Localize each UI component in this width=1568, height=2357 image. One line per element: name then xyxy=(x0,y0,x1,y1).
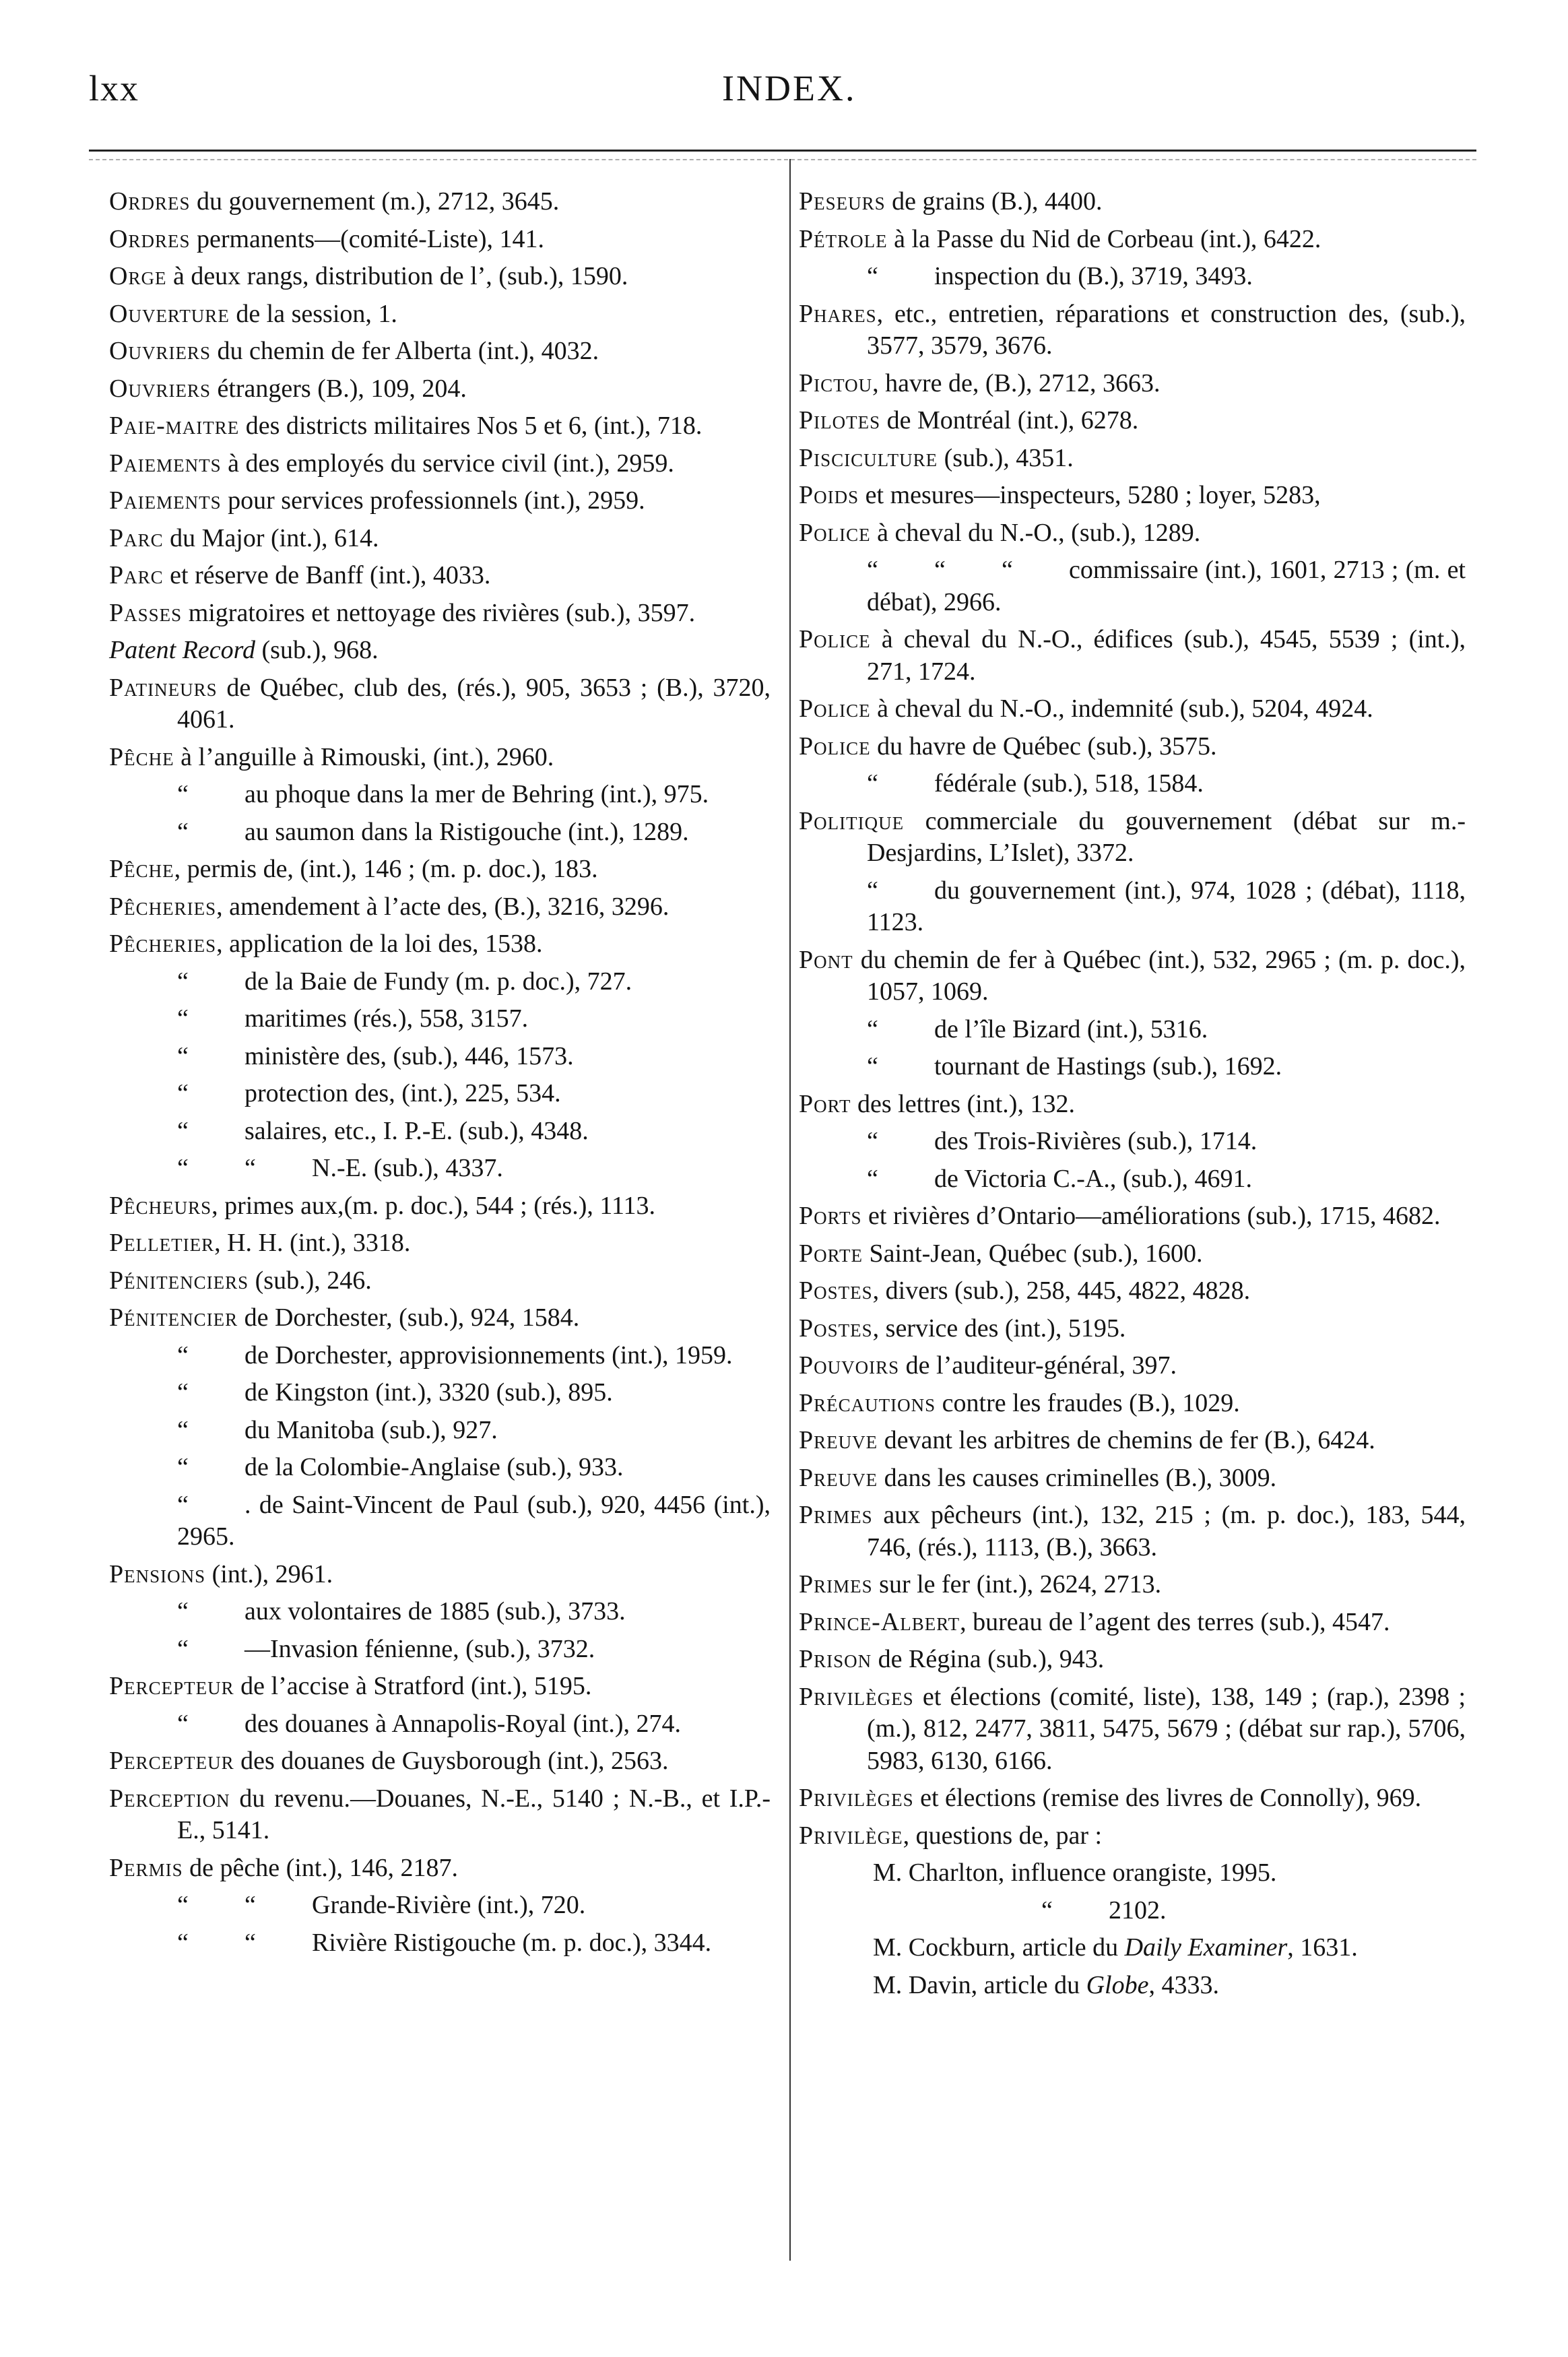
index-entry xyxy=(799,186,1466,218)
index-entry xyxy=(799,1607,1466,1639)
ditto-mark: “ xyxy=(177,967,189,996)
entry-text: migratoires et nettoyage des rivières (sub.), 3597. xyxy=(182,598,696,627)
index-entry xyxy=(109,853,771,886)
entry-text: de la Baie de Fundy (m. p. doc.), 727. xyxy=(244,967,632,996)
ditto-mark: “ xyxy=(177,1597,189,1625)
ditto-mark: “ xyxy=(1002,556,1013,584)
entry-text: à l’anguille à Rimouski, (int.), 2960. xyxy=(174,742,554,771)
index-entry xyxy=(109,1265,771,1297)
entry-text: Rivière Ristigouche (m. p. doc.), 3344. xyxy=(312,1928,712,1957)
index-entry xyxy=(109,1489,771,1553)
entry-text: des Trois-Rivières (sub.), 1714. xyxy=(934,1127,1257,1155)
entry-heading: Parc xyxy=(109,561,164,589)
index-entry xyxy=(109,1340,771,1372)
index-entry xyxy=(799,1200,1466,1233)
index-entry xyxy=(109,1852,771,1885)
index-entry xyxy=(109,1559,771,1591)
entry-heading: Preuve xyxy=(799,1426,878,1454)
ditto-mark: “ xyxy=(867,1164,878,1193)
entry-text: et rivières d’Ontario—améliorations (sub.), 1715, 4682. xyxy=(861,1202,1441,1230)
ditto-mark: “ xyxy=(177,1928,189,1957)
index-entry xyxy=(109,1078,771,1110)
entry-text: des districts militaires Nos 5 et 6, (int.), 718. xyxy=(239,412,703,440)
ditto-mark: “ xyxy=(867,769,878,798)
entry-heading: Ordres xyxy=(109,224,191,253)
index-entry xyxy=(799,1275,1466,1307)
entry-text: , permis de, (int.), 146 ; (m. p. doc.), 183. xyxy=(174,855,598,883)
entry-heading: Prison xyxy=(799,1645,872,1673)
ditto-mark: “ xyxy=(177,1709,189,1738)
entry-heading: Pêcheries xyxy=(109,892,217,921)
entry-text: de Québec, club des, (rés.), 905, 3653 ; (B.), 3720, 4061. xyxy=(177,673,771,734)
index-entry xyxy=(799,443,1466,475)
entry-text: —Invasion fénienne, (sub.), 3732. xyxy=(244,1634,595,1663)
entry-text: permanents—(comité-Liste), 141. xyxy=(190,224,544,253)
entry-text: , H. H. (int.), 3318. xyxy=(214,1229,411,1257)
index-entry xyxy=(799,875,1466,939)
index-entry xyxy=(109,1003,771,1035)
entry-text: M. Davin, article du xyxy=(873,1970,1086,1999)
entry-text: à deux rangs, distribution de l’, (sub.), 1590. xyxy=(166,262,628,290)
entry-heading: Pilotes xyxy=(799,406,881,434)
entry-heading: Pêche xyxy=(109,855,174,883)
ditto-mark: “ xyxy=(244,1928,256,1957)
entry-text: Saint-Jean, Québec (sub.), 1600. xyxy=(863,1239,1203,1268)
entry-heading: Pêcheries xyxy=(109,930,217,958)
index-entry xyxy=(799,1970,1466,2002)
entry-text: de l’accise à Stratford (int.), 5195. xyxy=(234,1672,592,1700)
index-entry xyxy=(799,480,1466,512)
entry-heading: Pénitenciers xyxy=(109,1266,249,1295)
index-entry xyxy=(799,1163,1466,1196)
ditto-mark: “ xyxy=(177,1116,189,1145)
index-entry xyxy=(109,1116,771,1148)
index-entry xyxy=(799,1857,1466,1890)
index-entry xyxy=(109,635,771,667)
entry-text: du havre de Québec (sub.), 3575. xyxy=(870,732,1217,761)
entry-text: commissaire (int.), 1601, 2713 ; (m. et débat), 2966. xyxy=(867,556,1466,616)
index-entry xyxy=(109,1377,771,1409)
index-entry xyxy=(109,966,771,998)
entry-heading: Postes xyxy=(799,1277,873,1305)
index-entry xyxy=(109,1745,771,1778)
entry-text: de la session, 1. xyxy=(229,299,397,328)
entry-heading: Paiements xyxy=(109,486,222,515)
index-entry xyxy=(799,1782,1466,1815)
index-entry xyxy=(109,1452,771,1484)
index-entry xyxy=(799,368,1466,400)
page-header xyxy=(89,67,1476,128)
entry-text: à des employés du service civil (int.), 2959. xyxy=(221,449,674,478)
index-entry xyxy=(799,1895,1466,1927)
ditto-mark: “ xyxy=(867,1052,878,1080)
entry-text: au saumon dans la Ristigouche (int.), 1289. xyxy=(244,817,689,846)
index-entry xyxy=(109,1708,771,1741)
entry-text: à cheval du N.-O., (sub.), 1289. xyxy=(870,518,1201,547)
entry-text: et élections (remise des livres de Connolly), 969. xyxy=(913,1784,1422,1812)
entry-heading: Police xyxy=(799,695,871,723)
index-entry xyxy=(799,806,1466,870)
entry-text: du gouvernement (int.), 974, 1028 ; (débat), 1118, 1123. xyxy=(867,876,1466,936)
index-entry xyxy=(109,928,771,961)
entry-text: , service des (int.), 5195. xyxy=(872,1314,1126,1343)
ditto-mark: “ xyxy=(177,1341,189,1369)
entry-text: tournant de Hastings (sub.), 1692. xyxy=(934,1052,1282,1080)
entry-text: de Régina (sub.), 943. xyxy=(872,1645,1105,1673)
entry-heading: Paie-maitre xyxy=(109,412,240,440)
entry-heading: Prince-Albert xyxy=(799,1607,960,1636)
entry-text: des lettres (int.), 132. xyxy=(851,1089,1075,1118)
index-entry xyxy=(109,891,771,924)
ditto-mark: “ xyxy=(177,1891,189,1919)
header-rule xyxy=(89,150,1476,152)
index-entry xyxy=(799,261,1466,293)
index-entry xyxy=(799,1644,1466,1676)
entry-heading: Patineurs xyxy=(109,673,218,702)
entry-text: et élections (comité, liste), 138, 149 ; (rap.), 2398 ; (m.), 812, 2477, 3811, 5475, 5679 ; (débat sur rap.), 5706, 5983, 6130, 6166. xyxy=(867,1682,1466,1775)
entry-text: de grains (B.), 4400. xyxy=(885,187,1103,216)
entry-heading: Ouvriers xyxy=(109,374,211,403)
index-entry xyxy=(109,1415,771,1447)
entry-heading: Privilège xyxy=(799,1821,903,1850)
index-entry xyxy=(799,298,1466,362)
index-entry xyxy=(799,1388,1466,1420)
entry-text: , 4333. xyxy=(1148,1970,1219,1999)
index-entry xyxy=(109,1634,771,1666)
index-entry xyxy=(799,1089,1466,1121)
index-entry xyxy=(109,1041,771,1073)
ditto-mark: “ xyxy=(177,1378,189,1407)
index-entry xyxy=(799,1126,1466,1158)
ditto-mark: “ xyxy=(867,876,878,905)
index-entry xyxy=(109,816,771,849)
ditto-mark: “ xyxy=(177,1415,189,1444)
index-entry xyxy=(799,731,1466,763)
entry-heading: Pelletier xyxy=(109,1229,215,1257)
entry-heading: Précautions xyxy=(799,1388,936,1417)
entry-text: fédérale (sub.), 518, 1584. xyxy=(934,769,1204,798)
entry-text: de Victoria C.-A., (sub.), 4691. xyxy=(934,1164,1252,1193)
entry-heading: Permis xyxy=(109,1853,183,1882)
ditto-mark: “ xyxy=(867,1014,878,1043)
entry-text: du chemin de fer à Québec (int.), 532, 2965 ; (m. p. doc.), 1057, 1069. xyxy=(853,945,1466,1006)
entry-text: de l’auditeur-général, 397. xyxy=(899,1351,1177,1380)
index-entry xyxy=(799,1820,1466,1852)
entry-text: (int.), 2961. xyxy=(205,1559,333,1588)
entry-text: sur le fer (int.), 2624, 2713. xyxy=(872,1570,1162,1599)
index-entry xyxy=(799,1681,1466,1778)
index-entry xyxy=(799,624,1466,688)
entry-text: aux volontaires de 1885 (sub.), 3733. xyxy=(244,1597,626,1625)
entry-text: , bureau de l’agent des terres (sub.), 4547. xyxy=(960,1607,1390,1636)
index-entry xyxy=(799,1499,1466,1563)
entry-heading: Percepteur xyxy=(109,1672,234,1700)
entry-text: à cheval du N.-O., indemnité (sub.), 5204, 4924. xyxy=(870,695,1373,723)
entry-text: de Dorchester, approvisionnements (int.), 1959. xyxy=(244,1341,733,1369)
ditto-mark: “ xyxy=(1041,1896,1053,1925)
entry-heading: Pensions xyxy=(109,1559,206,1588)
entry-text: , primes aux,(m. p. doc.), 544 ; (rés.), 1113. xyxy=(211,1191,656,1220)
entry-heading: Police xyxy=(799,625,871,653)
index-entry xyxy=(109,1596,771,1628)
index-entry xyxy=(109,523,771,555)
ditto-mark: “ xyxy=(244,1154,256,1182)
entry-text: du Manitoba (sub.), 927. xyxy=(244,1415,498,1444)
entry-text: et mesures—inspecteurs, 5280 ; loyer, 5283, xyxy=(859,481,1321,509)
entry-heading: Port xyxy=(799,1089,851,1118)
entry-text: (sub.), 246. xyxy=(249,1266,372,1295)
entry-heading: Primes xyxy=(799,1501,873,1529)
index-column-left xyxy=(109,186,771,1964)
entry-heading: Poids xyxy=(799,481,859,509)
index-entry xyxy=(109,779,771,811)
entry-text: , divers (sub.), 258, 445, 4822, 4828. xyxy=(872,1277,1251,1305)
entry-heading: Ouverture xyxy=(109,299,230,328)
entry-text: et réserve de Banff (int.), 4033. xyxy=(163,561,491,589)
entry-heading: Ordres xyxy=(109,187,191,216)
ditto-mark: “ xyxy=(177,1041,189,1070)
ditto-mark: “ xyxy=(177,1154,189,1182)
entry-heading: Pénitencier xyxy=(109,1303,238,1332)
index-entry xyxy=(799,517,1466,550)
entry-text: Grande-Rivière (int.), 720. xyxy=(312,1891,586,1919)
index-entry xyxy=(109,186,771,218)
ditto-mark: “ xyxy=(934,556,946,584)
index-entry xyxy=(109,298,771,331)
entry-text: étrangers (B.), 109, 204. xyxy=(210,374,467,403)
ditto-mark: “ xyxy=(867,262,878,290)
index-entry xyxy=(109,373,771,406)
entry-text: N.-E. (sub.), 4337. xyxy=(312,1154,503,1182)
entry-heading: Orge xyxy=(109,262,167,290)
index-entry xyxy=(799,693,1466,725)
entry-heading: Primes xyxy=(799,1570,873,1599)
index-entry xyxy=(109,1890,771,1922)
index-entry xyxy=(109,1227,771,1260)
index-entry xyxy=(109,261,771,293)
entry-text: , 1631. xyxy=(1287,1933,1358,1962)
index-entry xyxy=(799,554,1466,618)
entry-text: du gouvernement (m.), 2712, 3645. xyxy=(190,187,560,216)
entry-text: protection des, (int.), 225, 534. xyxy=(244,1079,561,1107)
entry-text: à cheval du N.-O., édifices (sub.), 4545, 5539 ; (int.), 271, 1724. xyxy=(867,625,1466,686)
index-entry xyxy=(799,1569,1466,1601)
entry-text: commerciale du gouvernement (débat sur m.-Desjardins, L’Islet), 3372. xyxy=(867,806,1466,867)
index-entry xyxy=(109,448,771,480)
index-entry xyxy=(109,598,771,630)
entry-text: du Major (int.), 614. xyxy=(163,523,379,552)
index-entry xyxy=(799,1014,1466,1046)
ditto-mark: “ xyxy=(177,1634,189,1663)
index-entry xyxy=(109,1153,771,1185)
entry-text: , application de la loi des, 1538. xyxy=(216,930,543,958)
entry-heading: Parc xyxy=(109,523,164,552)
entry-heading: Pouvoirs xyxy=(799,1351,900,1380)
entry-text: . de Saint-Vincent de Paul (sub.), 920, 4456 (int.), 2965. xyxy=(177,1490,771,1551)
index-entry xyxy=(109,742,771,774)
entry-text: (sub.), 4351. xyxy=(938,443,1074,472)
index-entry xyxy=(799,1425,1466,1457)
index-entry xyxy=(109,335,771,368)
entry-text: , questions de, par : xyxy=(903,1821,1103,1850)
entry-text: salaires, etc., I. P.-E. (sub.), 4348. xyxy=(244,1116,589,1145)
entry-heading: Preuve xyxy=(799,1463,878,1492)
entry-heading: Police xyxy=(799,732,871,761)
ditto-mark: “ xyxy=(177,1004,189,1033)
index-entry xyxy=(799,1051,1466,1083)
ditto-mark: “ xyxy=(244,1891,256,1919)
header-rule-secondary xyxy=(89,159,1476,160)
index-entry xyxy=(799,1932,1466,1964)
index-entry xyxy=(799,1350,1466,1382)
index-entry xyxy=(109,672,771,736)
index-entry xyxy=(799,768,1466,800)
entry-heading: Pont xyxy=(799,945,853,974)
entry-heading: Politique xyxy=(799,806,905,835)
entry-heading: Pisciculture xyxy=(799,443,938,472)
ditto-mark: “ xyxy=(177,1453,189,1481)
entry-heading: Pêcheurs xyxy=(109,1191,212,1220)
page-number: lxx xyxy=(89,68,140,108)
index-entry xyxy=(799,1238,1466,1270)
index-entry xyxy=(799,405,1466,437)
entry-text: ministère des, (sub.), 446, 1573. xyxy=(244,1041,574,1070)
entry-text: du chemin de fer Alberta (int.), 4032. xyxy=(210,337,599,365)
entry-text: à la Passe du Nid de Corbeau (int.), 6422. xyxy=(887,224,1321,253)
entry-text: maritimes (rés.), 558, 3157. xyxy=(244,1004,529,1033)
entry-text: pour services professionnels (int.), 2959. xyxy=(221,486,645,515)
index-entry xyxy=(109,224,771,256)
index-entry xyxy=(109,560,771,592)
entry-text: contre les fraudes (B.), 1029. xyxy=(936,1388,1240,1417)
entry-heading: Percepteur xyxy=(109,1747,234,1775)
entry-text: aux pêcheurs (int.), 132, 215 ; (m. p. doc.), 183, 544, 746, (rés.), 1113, (B.), 3663. xyxy=(867,1501,1466,1561)
index-entry xyxy=(109,1302,771,1334)
index-entry xyxy=(109,485,771,517)
entry-text: , havre de, (B.), 2712, 3663. xyxy=(872,368,1161,397)
entry-italic: Patent Record xyxy=(109,636,256,664)
ditto-mark: “ xyxy=(867,1127,878,1155)
entry-text: de Dorchester, (sub.), 924, 1584. xyxy=(238,1303,580,1332)
entry-heading: Pétrole xyxy=(799,224,888,253)
entry-text: dans les causes criminelles (B.), 3009. xyxy=(878,1463,1277,1492)
entry-text: du revenu.—Douanes, N.-E., 5140 ; N.-B., et I.P.-E., 5141. xyxy=(177,1784,771,1844)
index-entry xyxy=(109,1927,771,1960)
index-entry xyxy=(109,1190,771,1223)
ditto-mark: “ xyxy=(177,1079,189,1107)
entry-heading: Postes xyxy=(799,1314,873,1343)
ditto-mark: “ xyxy=(177,1490,189,1519)
entry-heading: Paiements xyxy=(109,449,222,478)
index-entry xyxy=(799,1462,1466,1495)
entry-text: de Montréal (int.), 6278. xyxy=(880,406,1139,434)
ditto-mark: “ xyxy=(177,817,189,846)
entry-heading: Pêche xyxy=(109,742,174,771)
column-divider xyxy=(789,159,791,2261)
index-entry xyxy=(109,1671,771,1703)
entry-heading: Perception xyxy=(109,1784,230,1813)
entry-text: au phoque dans la mer de Behring (int.), 975. xyxy=(244,780,709,808)
index-entry xyxy=(799,224,1466,256)
index-column-right xyxy=(799,186,1466,2007)
entry-text: 2102. xyxy=(1109,1896,1167,1925)
entry-text: , amendement à l’acte des, (B.), 3216, 3296. xyxy=(216,892,669,921)
entry-heading: Privilèges xyxy=(799,1784,914,1812)
entry-heading: Passes xyxy=(109,598,183,627)
entry-heading: Ouvriers xyxy=(109,337,211,365)
entry-italic: Daily Examiner xyxy=(1124,1933,1288,1962)
entry-text: de l’île Bizard (int.), 5316. xyxy=(934,1014,1208,1043)
entry-text: de pêche (int.), 146, 2187. xyxy=(183,1853,459,1882)
entry-text: M. Cockburn, article du xyxy=(873,1933,1125,1962)
ditto-mark: “ xyxy=(177,780,189,808)
entry-italic: Globe xyxy=(1086,1970,1149,1999)
page-title: INDEX. xyxy=(722,68,857,108)
entry-text: , etc., entretien, réparations et construction des, (sub.), 3577, 3579, 3676. xyxy=(867,299,1466,360)
entry-text: (sub.), 968. xyxy=(255,636,379,664)
index-entry xyxy=(799,944,1466,1008)
index-entry xyxy=(109,1783,771,1847)
index-entry xyxy=(109,410,771,443)
entry-heading: Ports xyxy=(799,1202,862,1230)
entry-text: de Kingston (int.), 3320 (sub.), 895. xyxy=(244,1378,613,1407)
entry-text: des douanes à Annapolis-Royal (int.), 274. xyxy=(244,1709,682,1738)
entry-text: inspection du (B.), 3719, 3493. xyxy=(934,262,1253,290)
entry-heading: Peseurs xyxy=(799,187,886,216)
ditto-mark: “ xyxy=(867,556,878,584)
index-entry xyxy=(799,1313,1466,1345)
entry-heading: Porte xyxy=(799,1239,863,1268)
entry-text: de la Colombie-Anglaise (sub.), 933. xyxy=(244,1453,624,1481)
entry-text: devant les arbitres de chemins de fer (B.), 6424. xyxy=(878,1426,1375,1454)
entry-heading: Police xyxy=(799,518,871,547)
entry-heading: Phares xyxy=(799,299,877,328)
entry-heading: Pictou xyxy=(799,368,873,397)
entry-heading: Privilèges xyxy=(799,1682,914,1711)
entry-text: M. Charlton, influence orangiste, 1995. xyxy=(873,1859,1277,1887)
entry-text: des douanes de Guysborough (int.), 2563. xyxy=(234,1747,669,1775)
